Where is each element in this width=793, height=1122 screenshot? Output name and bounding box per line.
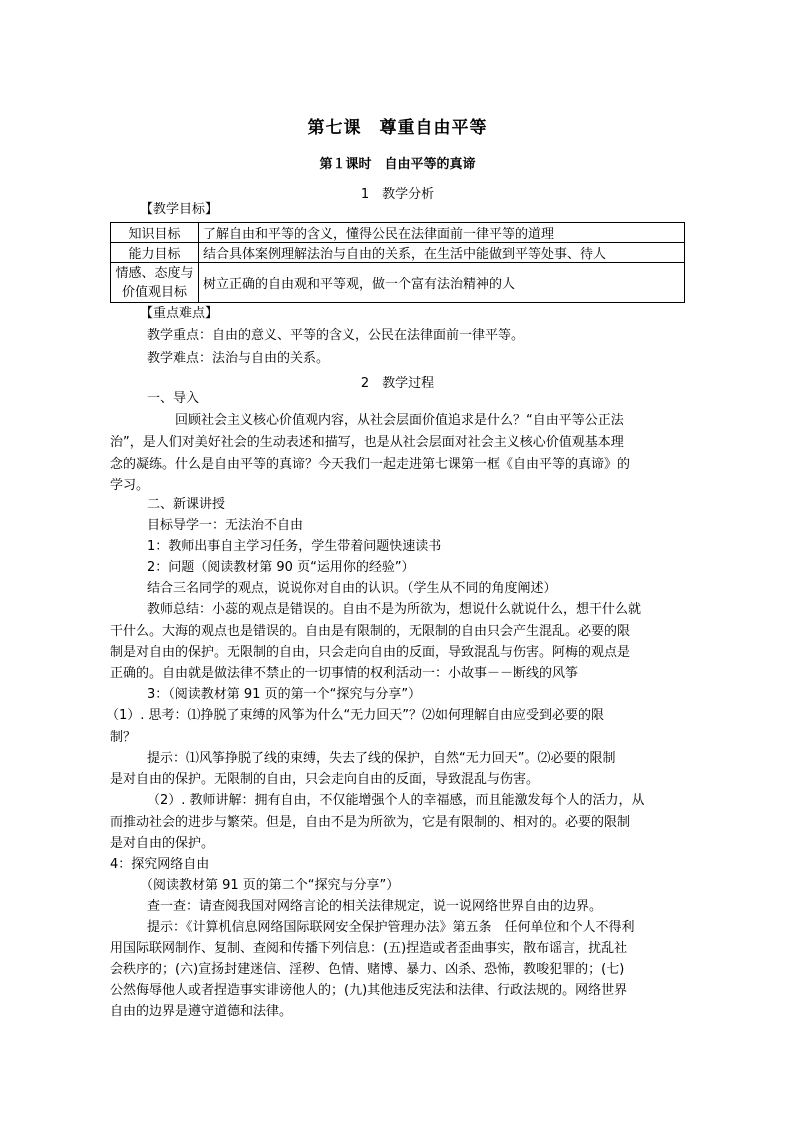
body-line: 自由的边界是遵守道德和法律。 (110, 1004, 293, 1019)
body-line: 3：（阅读教材第 91 页的第一个“探究与分享”） (147, 687, 422, 702)
body-line: 治”，是人们对美好社会的生动表述和描写，也是从社会层面对社会主义核心价值观基本理 (110, 435, 624, 450)
body-line: 正确的。自由就是做法律不禁止的一切事情的权利活动一：小故事－－断线的风筝 (110, 666, 579, 681)
goal-label (111, 263, 199, 303)
section-heading-process: 2 教学过程 (360, 376, 435, 391)
goals-heading: 【教学目标】 (140, 202, 219, 217)
goal-text: 结合具体案例理解法治与自由的关系，在生活中能做到平等处事、待人 (199, 243, 685, 263)
body-line: 1：教师出事自主学习任务，学生带着问题快速读书 (147, 539, 442, 554)
body-line: 二、新课讲授 (147, 497, 226, 512)
goal-text: 了解自由和平等的含义，懂得公民在法律面前一律平等的道理 (199, 223, 685, 243)
lesson-subtitle: 第１课时 自由平等的真谛 (319, 157, 476, 172)
body-line: 干什么。大海的观点也是错误的。自由是有限制的，无限制的自由只会产生混乱。必要的限 (110, 624, 631, 639)
body-line: 提示：⑴风筝挣脱了线的束缚，失去了线的保护，自然“无力回天”。⑵必要的限制 (147, 751, 616, 766)
body-line: 制？ (110, 730, 137, 745)
goal-label: 知识目标 (111, 223, 199, 243)
body-line: （1）. 思考：⑴挣脱了束缚的风筝为什么“无力回天”？⑵如何理解自由应受到必要的限 (106, 708, 605, 723)
body-line: 教师总结：小蕊的观点是错误的。自由不是为所欲为，想说什么就说什么，想干什么就 (147, 602, 642, 617)
body-line: 用国际联网制作、复制、查阅和传播下列信息：(五)捏造或者歪曲事实，散布谣言，扰乱社 (110, 941, 628, 956)
lesson-title: 第七课 尊重自由平等 (307, 118, 488, 138)
difficult-point: 教学难点：法治与自由的关系。 (147, 351, 330, 366)
body-line: 结合三名同学的观点，说说你对自由的认识。（学生从不同的角度阐述） (147, 581, 557, 596)
body-line: 一、导入 (147, 391, 200, 406)
body-line: 制是对自由的保护。无限制的自由，只会走向自由的反面，导致混乱与伤害。阿梅的观点是 (110, 645, 631, 660)
goal-label-line: 价值观目标 (121, 284, 187, 300)
body-line: 2：问题（阅读教材第 90 页“运用你的经验”） (147, 560, 415, 575)
body-line: 4：探究网络自由 (110, 857, 210, 872)
goals-table (110, 222, 685, 303)
body-line: 回顾社会主义核心价值观内容，从社会层面价值追求是什么？“自由平等公正法 (175, 413, 624, 428)
body-line: 是对自由的保护。无限制的自由，只会走向自由的反面，导致混乱与伤害。 (110, 772, 540, 787)
body-line: 公然侮辱他人或者捏造事实诽谤他人的；(九)其他违反宪法和法律、行政法规的。网络世界 (110, 983, 628, 998)
table-row (111, 223, 685, 243)
body-line: 而推动社会的进步与繁荣。但是，自由不是为所欲为，它是有限制的、相对的。必要的限制 (110, 815, 631, 830)
body-line: 念的凝练。什么是自由平等的真谛？今天我们一起走进第七课第一框《自由平等的真谛》的 (110, 457, 631, 472)
goal-text: 树立正确的自由观和平等观，做一个富有法治精神的人 (199, 263, 685, 303)
table-row (111, 243, 685, 263)
document-page (106, 0, 685, 1122)
body-line: 提示：《计算机信息网络国际联网安全保护管理办法》第五条 任何单位和个人不得利 (147, 920, 635, 935)
body-line: 目标导学一：无法治不自由 (147, 518, 304, 533)
body-line: 是对自由的保护。 (110, 836, 215, 851)
section-heading-analysis: 1 教学分析 (360, 187, 435, 202)
body-line: （2）. 教师讲解：拥有自由，不仅能增强个人的幸福感，而且能激发每个人的活力，从 (147, 793, 645, 808)
body-line: 学习。 (110, 478, 150, 493)
goal-label: 能力目标 (111, 243, 199, 263)
key-point: 教学重点：自由的意义、平等的含义，公民在法律面前一律平等。 (147, 328, 525, 343)
body-line: 会秩序的；(六)宣扬封建迷信、淫秽、色情、赌博、暴力、凶杀、恐怖，教唆犯罪的；(七) (110, 962, 625, 977)
body-line: （阅读教材第 91 页的第二个“探究与分享”） (140, 878, 400, 893)
table-row (111, 263, 685, 303)
key-heading: 【重点难点】 (140, 306, 219, 321)
body-line: 查一查：请查阅我国对网络言论的相关法律规定，说一说网络世界自由的边界。 (147, 899, 603, 914)
goal-label-line: 情感、态度与 (115, 265, 194, 281)
